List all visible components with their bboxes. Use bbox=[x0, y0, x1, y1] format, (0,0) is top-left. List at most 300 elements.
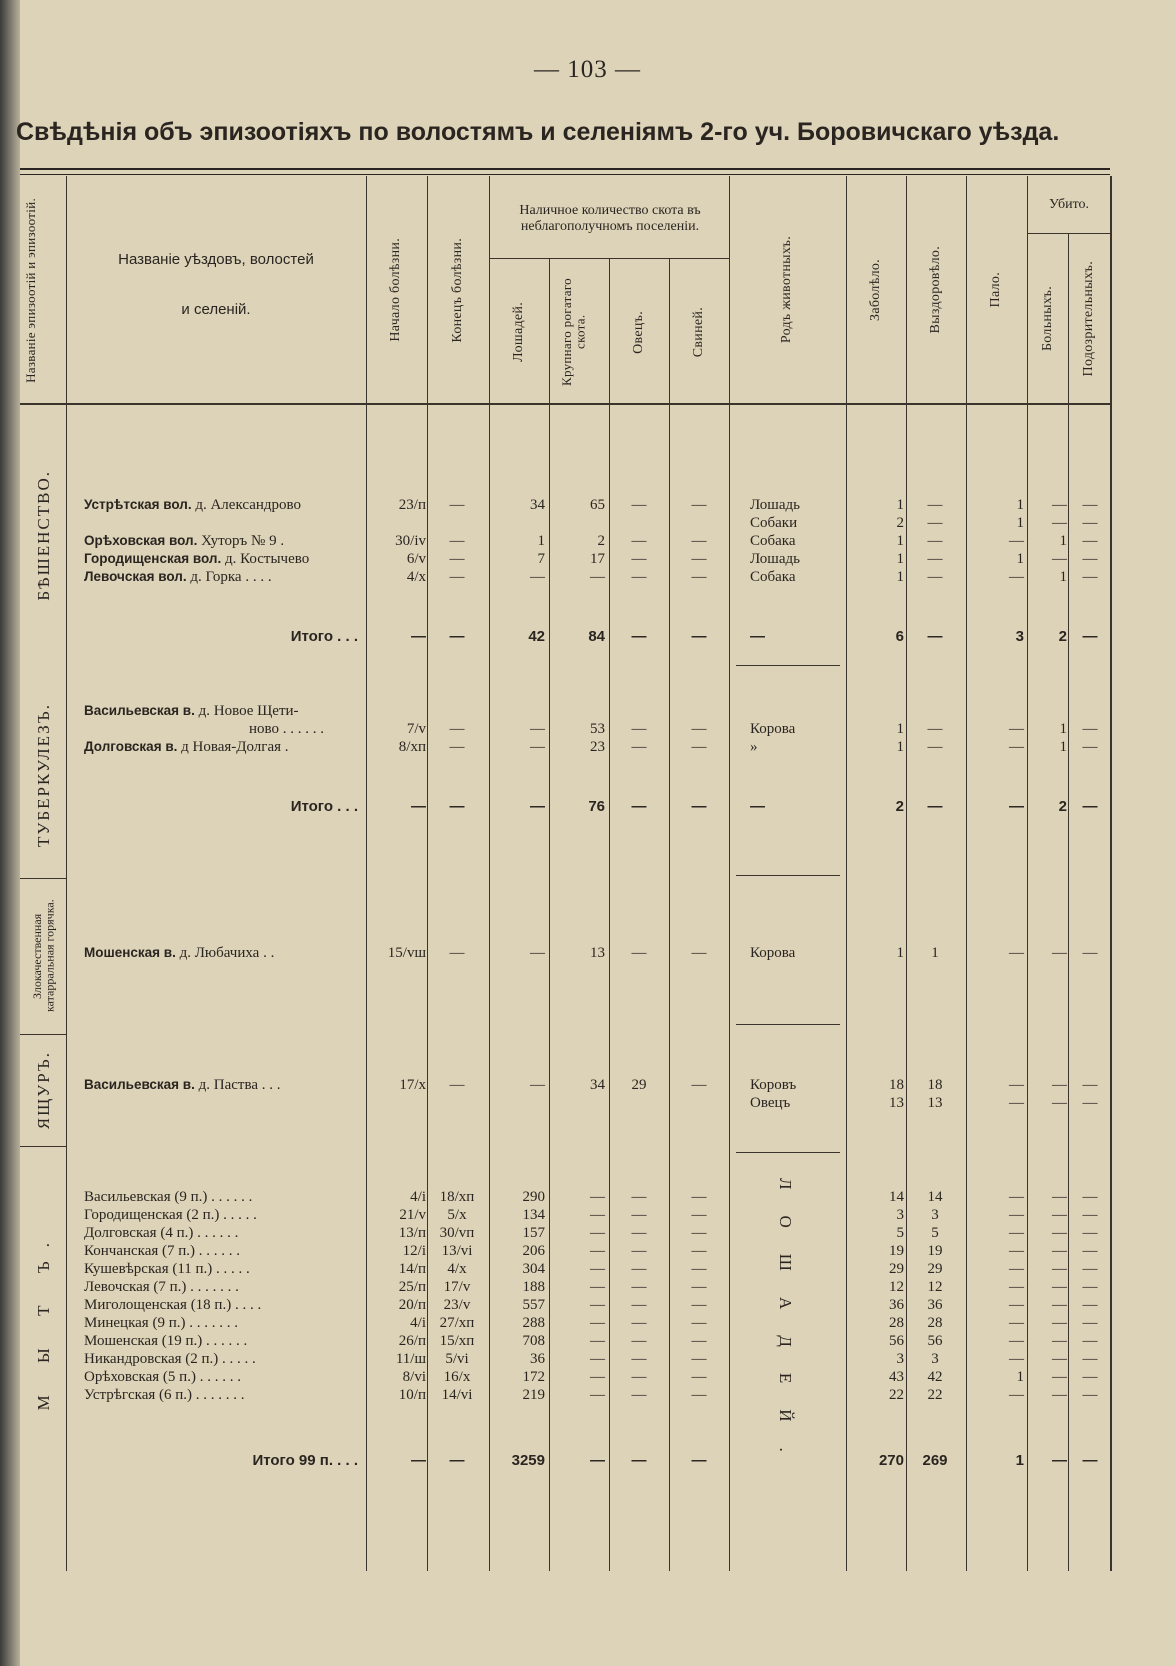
cell-sheep: — bbox=[631, 1351, 647, 1367]
cell-killed-suspect: — bbox=[1082, 1315, 1098, 1331]
cell-recovered: 22 bbox=[927, 1387, 943, 1403]
cell-horses: 7 bbox=[537, 551, 545, 567]
header-region-name bbox=[68, 240, 364, 330]
cell-recovered: — bbox=[927, 569, 943, 585]
cell-killed-suspect: — bbox=[1082, 551, 1098, 567]
category-foot-and-mouth-text: ЯЩУРЪ. bbox=[34, 1050, 53, 1130]
cell-sheep: — bbox=[631, 551, 647, 567]
volost-name: Левочская вол. bbox=[84, 569, 187, 584]
cell-killed-sick: 2 bbox=[1058, 628, 1067, 645]
cell-sheep: — bbox=[631, 1333, 647, 1349]
volost-name: Мошенская в. bbox=[84, 945, 176, 960]
header-stock-group bbox=[495, 186, 725, 252]
cell-sheep: — bbox=[631, 798, 647, 815]
cell-start: — bbox=[411, 1452, 426, 1469]
cell-recovered: 29 bbox=[927, 1261, 943, 1277]
cell-horses: 290 bbox=[522, 1189, 545, 1205]
cell-sheep: — bbox=[631, 739, 647, 755]
cell-end: — bbox=[449, 721, 465, 737]
table-row bbox=[0, 514, 1175, 532]
cell-horses: 34 bbox=[530, 497, 545, 513]
cell-sick: 29 bbox=[889, 1261, 904, 1277]
cell-killed-sick: 1 bbox=[1059, 721, 1067, 737]
cell-killed-suspect: — bbox=[1082, 945, 1098, 961]
cell-pigs: — bbox=[691, 1452, 707, 1469]
header-region-name-line2: и селеній. bbox=[181, 301, 251, 318]
cell-killed-sick: — bbox=[1052, 497, 1067, 513]
cell-killed-sick: — bbox=[1052, 1279, 1067, 1295]
cell-died: — bbox=[1009, 1095, 1024, 1111]
cell-died: — bbox=[1009, 945, 1024, 961]
cell-horses: 188 bbox=[522, 1279, 545, 1295]
cell-killed-sick: — bbox=[1052, 945, 1067, 961]
cell-name: Долговская (4 п.) . . . . . . bbox=[84, 1225, 239, 1241]
cell-cattle: — bbox=[590, 569, 605, 585]
cell-cattle: 65 bbox=[590, 497, 605, 513]
table-row bbox=[0, 550, 1175, 568]
cell-kind: Корова bbox=[750, 945, 796, 961]
title-rule bbox=[20, 168, 1110, 170]
cell-cattle: 53 bbox=[590, 721, 605, 737]
cell-end: — bbox=[449, 569, 465, 585]
cell-killed-sick: — bbox=[1052, 1387, 1067, 1403]
cell-sick: 28 bbox=[889, 1315, 904, 1331]
cell-name bbox=[84, 1076, 364, 1094]
cell-sick: 43 bbox=[889, 1369, 904, 1385]
table-row bbox=[0, 738, 1175, 756]
cell-killed-suspect: — bbox=[1082, 1387, 1098, 1403]
cell-died: — bbox=[1009, 1333, 1024, 1349]
cell-cattle: — bbox=[590, 1261, 605, 1277]
cell-sick: 13 bbox=[889, 1095, 904, 1111]
category-divider bbox=[20, 878, 66, 879]
cell-recovered: 12 bbox=[927, 1279, 943, 1295]
cell-sick: 1 bbox=[896, 721, 904, 737]
cell-sick: 3 bbox=[896, 1207, 904, 1223]
cell-killed-suspect: — bbox=[1082, 515, 1098, 531]
table-row bbox=[0, 1242, 1175, 1260]
cell-name bbox=[84, 1094, 364, 1112]
cell-sick: 2 bbox=[895, 798, 904, 815]
cell-start: 8/vi bbox=[402, 1369, 426, 1385]
table-row bbox=[0, 1278, 1175, 1296]
volost-name: Городищенская вол. bbox=[84, 551, 222, 566]
cell-recovered: — bbox=[927, 628, 943, 645]
cell-recovered: — bbox=[927, 798, 943, 815]
cell-killed-sick: — bbox=[1052, 1351, 1067, 1367]
cell-name: Никандровская (2 п.) . . . . . bbox=[84, 1351, 256, 1367]
cell-died: — bbox=[1009, 1261, 1024, 1277]
cell-kind: Коровъ bbox=[750, 1077, 797, 1093]
category-catarrhal-fever-text: Злокачественная катарральная горячка. bbox=[30, 899, 57, 1013]
cell-cattle: 34 bbox=[590, 1077, 605, 1093]
header-cattle-text: Крупнаго рогатаго скота. bbox=[559, 278, 588, 386]
cell-died: 1 bbox=[1016, 1369, 1024, 1385]
cell-pigs: — bbox=[691, 497, 707, 513]
volost-name: Устрѣтская вол. bbox=[84, 497, 192, 512]
cell-recovered: — bbox=[927, 533, 943, 549]
cell-killed-sick: — bbox=[1052, 515, 1067, 531]
cell-horses: — bbox=[530, 739, 545, 755]
cell-killed-sick: — bbox=[1052, 1095, 1067, 1111]
cell-horses: — bbox=[530, 798, 545, 815]
cell-sheep: — bbox=[631, 1225, 647, 1241]
cell-horses: — bbox=[530, 569, 545, 585]
cell-end: 30/vп bbox=[439, 1225, 475, 1241]
cell-start: 8/xп bbox=[398, 739, 426, 755]
cell-start: 20/п bbox=[398, 1297, 426, 1313]
category-strangles-text: М Ы Т Ъ. bbox=[34, 1229, 53, 1411]
cell-pigs: — bbox=[691, 1387, 707, 1403]
cell-end: 15/xп bbox=[439, 1333, 475, 1349]
cell-start: — bbox=[411, 628, 426, 645]
cell-start: 21/v bbox=[399, 1207, 426, 1223]
cell-pigs: — bbox=[691, 1369, 707, 1385]
cell-killed-suspect: — bbox=[1082, 628, 1098, 645]
cell-horses: — bbox=[530, 721, 545, 737]
cell-name: Минецкая (9 п.) . . . . . . . bbox=[84, 1315, 238, 1331]
cell-sick: 1 bbox=[896, 739, 904, 755]
cell-pigs: — bbox=[691, 1207, 707, 1223]
village-name: д. Новое Щети- bbox=[194, 703, 299, 719]
cell-sick: 18 bbox=[889, 1077, 904, 1093]
village-name: д Новая-Долгая . bbox=[177, 739, 289, 755]
cell-start: 13/п bbox=[398, 1225, 426, 1241]
cell-killed-suspect: — bbox=[1082, 1297, 1098, 1313]
cell-sheep: — bbox=[631, 497, 647, 513]
village-name: д. Горка . . . . bbox=[186, 569, 272, 585]
cell-end: — bbox=[449, 533, 465, 549]
cell-sick: 1 bbox=[896, 569, 904, 585]
cell-pigs: — bbox=[691, 551, 707, 567]
cell-recovered: 19 bbox=[927, 1243, 943, 1259]
table-row bbox=[0, 568, 1175, 586]
cell-horses: 206 bbox=[522, 1243, 545, 1259]
header-killed-sick bbox=[1028, 236, 1068, 402]
table-row bbox=[0, 1224, 1175, 1242]
cell-name bbox=[84, 738, 364, 756]
cell-pigs bbox=[671, 1094, 727, 1112]
cell-kind: » bbox=[750, 739, 758, 755]
cell-sheep bbox=[611, 1094, 667, 1112]
cell-end: — bbox=[449, 1452, 465, 1469]
cell-horses: 557 bbox=[522, 1297, 545, 1313]
cell-recovered: — bbox=[927, 739, 943, 755]
cell-sheep: — bbox=[631, 628, 647, 645]
cell-sick: 270 bbox=[878, 1452, 904, 1469]
cell-horses: 288 bbox=[522, 1315, 545, 1331]
volost-name: Орѣховская вол. bbox=[84, 533, 198, 548]
cell-sick: 1 bbox=[896, 945, 904, 961]
cell-start: 6/v bbox=[406, 551, 426, 567]
cell-died: — bbox=[1009, 798, 1024, 815]
cell-recovered: 14 bbox=[927, 1189, 943, 1205]
cell-killed-sick: 1 bbox=[1059, 739, 1067, 755]
cell-cattle: 76 bbox=[588, 798, 605, 815]
cell-pigs: — bbox=[691, 1333, 707, 1349]
cell-horses: — bbox=[530, 1077, 545, 1093]
cell-end: 13/vi bbox=[441, 1243, 473, 1259]
cell-kind: Собака bbox=[750, 533, 796, 549]
cell-pigs: — bbox=[691, 628, 707, 645]
cell-end: — bbox=[449, 739, 465, 755]
table-row bbox=[0, 1350, 1175, 1368]
cell-start: 25/п bbox=[398, 1279, 426, 1295]
cell-kind bbox=[750, 1452, 850, 1470]
cell-start: 23/п bbox=[398, 497, 426, 513]
header-fell-ill-text: Заболѣло. bbox=[867, 259, 883, 321]
cell-end: 27/xп bbox=[439, 1315, 475, 1331]
header-horses bbox=[490, 262, 548, 402]
category-rabies-text: БѢШЕНСТВО. bbox=[34, 469, 53, 601]
cell-label: Итого . . . bbox=[290, 628, 358, 645]
title-rule-thin bbox=[20, 174, 1110, 175]
cell-end: 5/x bbox=[447, 1207, 467, 1223]
table-row bbox=[0, 1260, 1175, 1278]
cell-killed-suspect: — bbox=[1082, 1207, 1098, 1223]
cell-cattle: 13 bbox=[590, 945, 605, 961]
category-divider bbox=[20, 1034, 66, 1035]
cell-start: 7/v bbox=[406, 721, 426, 737]
village-name: д. Костычево bbox=[221, 551, 310, 567]
cell-pigs: — bbox=[691, 1279, 707, 1295]
cell-recovered: 3 bbox=[931, 1351, 939, 1367]
cell-cattle: — bbox=[590, 1333, 605, 1349]
cell-killed-suspect: — bbox=[1082, 1243, 1098, 1259]
cell-start: 30/iv bbox=[395, 533, 426, 549]
cell-killed-suspect: — bbox=[1082, 798, 1098, 815]
cell-cattle: — bbox=[590, 1243, 605, 1259]
cell-cattle: — bbox=[590, 1369, 605, 1385]
header-animal-kind bbox=[730, 178, 845, 402]
cell-name: Миголощенская (18 п.) . . . . bbox=[84, 1297, 262, 1313]
table-row bbox=[0, 1206, 1175, 1224]
category-tuberculosis bbox=[22, 680, 66, 870]
cell-end: — bbox=[449, 798, 465, 815]
cell-killed-sick: 1 bbox=[1059, 533, 1067, 549]
cell-start: 17/x bbox=[399, 1077, 426, 1093]
cell-end: 14/vi bbox=[441, 1387, 473, 1403]
header-bottom-rule bbox=[20, 403, 1110, 405]
book-spine-shadow bbox=[0, 0, 20, 1666]
cell-pigs: — bbox=[691, 569, 707, 585]
cell-recovered: 18 bbox=[927, 1077, 943, 1093]
cell-pigs: — bbox=[691, 1261, 707, 1277]
cell-start: 11/ш bbox=[395, 1351, 426, 1367]
cell-killed-sick: — bbox=[1052, 1315, 1067, 1331]
table-row bbox=[0, 1296, 1175, 1314]
cell-died: 1 bbox=[1016, 515, 1024, 531]
cell-recovered: 13 bbox=[927, 1095, 943, 1111]
cell-pigs: — bbox=[691, 1225, 707, 1241]
cell-recovered: — bbox=[927, 721, 943, 737]
header-killed-suspect bbox=[1069, 236, 1110, 402]
cell-horses: — bbox=[530, 945, 545, 961]
cell-sheep: 29 bbox=[631, 1077, 647, 1093]
cell-died: — bbox=[1009, 1387, 1024, 1403]
cell-cattle bbox=[549, 1094, 605, 1112]
cell-killed-sick: — bbox=[1052, 1369, 1067, 1385]
cell-sick: 14 bbox=[889, 1189, 904, 1205]
header-pigs-text: Свиней. bbox=[690, 306, 706, 358]
cell-killed-suspect: — bbox=[1082, 1351, 1098, 1367]
cell-label: Итого . . . bbox=[290, 798, 358, 815]
cell-killed-suspect: — bbox=[1082, 1077, 1098, 1093]
cell-kind: — bbox=[750, 628, 765, 645]
cell-pigs: — bbox=[691, 721, 707, 737]
cell-sheep: — bbox=[631, 1315, 647, 1331]
cell-sick: 2 bbox=[896, 515, 904, 531]
cell-recovered: 1 bbox=[931, 945, 939, 961]
cell-sick: 12 bbox=[889, 1279, 904, 1295]
cell-sick: 56 bbox=[889, 1333, 904, 1349]
cell-died: — bbox=[1009, 569, 1024, 585]
total-row bbox=[0, 628, 1175, 646]
cell-killed-suspect: — bbox=[1082, 1225, 1098, 1241]
table-row bbox=[0, 1188, 1175, 1206]
kind-divider bbox=[736, 875, 840, 876]
header-killed-suspect-text: Подозрительныхъ. bbox=[1081, 261, 1097, 377]
table-row bbox=[0, 1332, 1175, 1350]
cell-kind: Корова bbox=[750, 721, 796, 737]
cell-name: Кончанская (7 п.) . . . . . . bbox=[84, 1243, 241, 1259]
page-number: — 103 — bbox=[534, 56, 641, 83]
cell-cattle: 23 bbox=[590, 739, 605, 755]
cell-horses: 42 bbox=[528, 628, 545, 645]
cell-killed-sick: — bbox=[1052, 1207, 1067, 1223]
cell-start: 4/i bbox=[410, 1189, 426, 1205]
table-row bbox=[0, 944, 1175, 962]
cell-killed-sick: — bbox=[1052, 1243, 1067, 1259]
cell-name: Кушевѣрская (11 п.) . . . . . bbox=[84, 1261, 250, 1277]
header-region-name-line1: Названіе уѣздовъ, волостей bbox=[118, 251, 314, 269]
cell-pigs: — bbox=[691, 1243, 707, 1259]
cell-start: 26/п bbox=[398, 1333, 426, 1349]
cell-died: 1 bbox=[1016, 497, 1024, 513]
cell-died: — bbox=[1009, 1207, 1024, 1223]
table-row bbox=[0, 703, 1175, 738]
cell-sick: 3 bbox=[896, 1351, 904, 1367]
cell-cattle: — bbox=[590, 1297, 605, 1313]
cell-killed-sick: — bbox=[1052, 1189, 1067, 1205]
cell-kind: Овецъ bbox=[750, 1095, 791, 1111]
header-recovered-text: Выздоровѣло. bbox=[927, 246, 943, 334]
header-killed-group-text: Убито. bbox=[1048, 196, 1090, 212]
category-tuberculosis-text: ТУБЕРКУЛЕЗЪ. bbox=[34, 702, 53, 848]
cell-pigs bbox=[671, 514, 727, 532]
cell-recovered: 3 bbox=[931, 1207, 939, 1223]
table-row bbox=[0, 1386, 1175, 1404]
killed-group-rule bbox=[1027, 233, 1111, 234]
cell-sheep: — bbox=[631, 1207, 647, 1223]
cell-end: 5/vi bbox=[445, 1351, 469, 1367]
cell-start: — bbox=[411, 798, 426, 815]
cell-horses: 1 bbox=[537, 533, 545, 549]
cell-killed-suspect: — bbox=[1082, 1452, 1098, 1469]
cell-pigs: — bbox=[691, 945, 707, 961]
cell-horses: 172 bbox=[522, 1369, 545, 1385]
cell-killed-suspect: — bbox=[1082, 1095, 1098, 1111]
cell-recovered: 269 bbox=[922, 1452, 948, 1469]
header-died-text: Пало. bbox=[988, 272, 1004, 308]
cell-name: Мошенская (19 п.) . . . . . . bbox=[84, 1333, 248, 1349]
cell-end: 17/v bbox=[443, 1279, 471, 1295]
cell-sick: 1 bbox=[896, 497, 904, 513]
cell-died: 3 bbox=[1015, 628, 1024, 645]
cell-sheep: — bbox=[631, 1243, 647, 1259]
header-died bbox=[967, 178, 1026, 402]
cell-name-line2: ново . . . . . . bbox=[249, 721, 325, 737]
cell-died: — bbox=[1009, 1243, 1024, 1259]
cell-died: — bbox=[1009, 1351, 1024, 1367]
volost-name: Долговская в. bbox=[84, 739, 178, 754]
cell-died: — bbox=[1009, 1279, 1024, 1295]
cell-died: — bbox=[1009, 1297, 1024, 1313]
cell-name bbox=[84, 532, 364, 550]
header-killed-sick-text: Больныхъ. bbox=[1039, 286, 1055, 352]
cell-start: 4/x bbox=[406, 569, 426, 585]
cell-killed-suspect: — bbox=[1082, 721, 1098, 737]
cell-killed-suspect: — bbox=[1082, 1333, 1098, 1349]
cell-died: — bbox=[1009, 739, 1024, 755]
header-horses-text: Лошадей. bbox=[510, 302, 526, 362]
cell-name bbox=[84, 944, 364, 962]
cell-sheep: — bbox=[631, 1387, 647, 1403]
cell-cattle: 2 bbox=[597, 533, 605, 549]
cell-cattle: — bbox=[590, 1452, 605, 1469]
cell-sick: 19 bbox=[889, 1243, 904, 1259]
cell-start: 15/vш bbox=[387, 945, 426, 961]
cell-sheep: — bbox=[631, 1297, 647, 1313]
cell-pigs: — bbox=[691, 1189, 707, 1205]
cell-pigs: — bbox=[691, 1351, 707, 1367]
cell-cattle: — bbox=[590, 1225, 605, 1241]
cell-killed-suspect: — bbox=[1082, 1261, 1098, 1277]
kind-divider bbox=[736, 1024, 840, 1025]
header-recovered bbox=[907, 178, 965, 402]
volost-name: Васильевская в. bbox=[84, 1077, 195, 1092]
cell-cattle: — bbox=[590, 1279, 605, 1295]
cell-sheep: — bbox=[631, 945, 647, 961]
cell-sick: 6 bbox=[895, 628, 904, 645]
cell-start: 14/п bbox=[398, 1261, 426, 1277]
cell-end: — bbox=[449, 628, 465, 645]
strangles-animal-kind-text: ЛОШАДЕЙ. bbox=[776, 1178, 795, 1478]
cell-end: — bbox=[449, 1077, 465, 1093]
cell-cattle bbox=[549, 514, 605, 532]
cell-name bbox=[84, 496, 364, 514]
cell-end bbox=[427, 514, 487, 532]
cell-kind: Собаки bbox=[750, 515, 798, 531]
cell-kind: Собака bbox=[750, 569, 796, 585]
cell-killed-sick: 1 bbox=[1059, 569, 1067, 585]
table-row bbox=[0, 1314, 1175, 1332]
cell-start: 12/i bbox=[402, 1243, 426, 1259]
cell-died: — bbox=[1009, 1315, 1024, 1331]
cell-name: Городищенская (2 п.) . . . . . bbox=[84, 1207, 257, 1223]
cell-horses: 304 bbox=[522, 1261, 545, 1277]
cell-horses: 219 bbox=[522, 1387, 545, 1403]
cell-end: — bbox=[449, 551, 465, 567]
header-pigs bbox=[670, 262, 728, 402]
cell-name: Левочская (7 п.) . . . . . . . bbox=[84, 1279, 239, 1295]
cell-sick: 5 bbox=[896, 1225, 904, 1241]
cell-name bbox=[84, 514, 364, 532]
cell-sheep: — bbox=[631, 1279, 647, 1295]
cell-end: 4/x bbox=[447, 1261, 467, 1277]
header-sheep bbox=[610, 262, 668, 402]
cell-recovered: 56 bbox=[927, 1333, 943, 1349]
